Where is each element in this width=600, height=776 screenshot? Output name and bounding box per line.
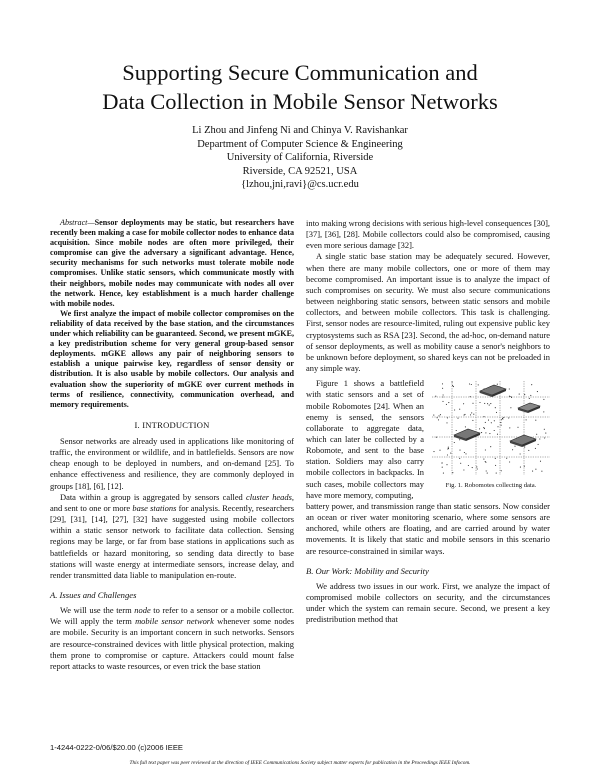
sensor-dot bbox=[476, 467, 477, 468]
sensor-dot bbox=[452, 472, 453, 473]
sensor-dot bbox=[544, 429, 545, 430]
sensor-dot bbox=[538, 444, 539, 445]
sensor-dot bbox=[447, 418, 448, 419]
sensor-dot bbox=[490, 403, 491, 404]
sensor-dot bbox=[501, 470, 502, 471]
sensor-dot bbox=[501, 419, 502, 420]
figure-reference-paragraph: Figure 1 shows a battlefield with static sensors and a set of mobile Robomotes [24]. When an enemy is sensed, the sensors collaborate to aggregate data, which can later be collected by a Robomote, and sent to the base station. Soldiers may also carry mobile collectors in backpacks. In such cases, mobile collectors may have more memory, computing, bbox=[306, 378, 424, 500]
sensor-dot bbox=[446, 404, 447, 405]
sensor-dot bbox=[495, 465, 496, 466]
sensor-dot bbox=[514, 446, 515, 447]
intro-paragraph-1: Sensor networks are already used in applications like monitoring of traffic, the environment or wildlife, and in battlefields. Sensors are now cheap enough to be deployed in numbers, and on-demand [25]. To enhance effectiveness and resilience, they are commonly deployed in groups [18], [6], [12]. bbox=[50, 435, 294, 491]
intro-heading-number: I. bbox=[134, 419, 140, 430]
sensor-dot bbox=[495, 458, 496, 459]
figure-caption: Fig. 1. Robomotes collecting data. bbox=[445, 482, 537, 490]
sensor-dot bbox=[503, 417, 504, 418]
sensor-dot bbox=[472, 403, 473, 404]
sensor-dot bbox=[459, 409, 460, 410]
sensor-dot bbox=[490, 446, 491, 447]
review-note: This full text paper was peer reviewed at the direction of IEEE Communications Society subject matter experts for publication in the Proceedings IEEE Infocom. bbox=[129, 760, 471, 766]
term-cluster-heads: cluster heads bbox=[246, 491, 292, 502]
sensor-dot bbox=[511, 397, 512, 398]
sensor-dot bbox=[487, 403, 488, 404]
sensor-dot bbox=[433, 415, 434, 416]
sensor-dot bbox=[440, 414, 441, 415]
intro-p2-b: , and sent to one or more bbox=[50, 491, 294, 513]
author-names: Li Zhou and Jinfeng Ni and Chinya V. Ravishankar bbox=[192, 125, 408, 136]
term-node: node bbox=[134, 605, 151, 616]
sensor-dot bbox=[537, 391, 538, 392]
sensor-dot bbox=[435, 396, 436, 397]
sensor-dot bbox=[469, 384, 470, 385]
author-location: Riverside, CA 92521, USA bbox=[242, 165, 358, 177]
sensor-dot bbox=[491, 422, 492, 423]
sensor-dot bbox=[454, 442, 455, 443]
sensor-dot bbox=[512, 449, 513, 450]
sensor-dot bbox=[464, 452, 465, 453]
sensor-dot bbox=[509, 462, 510, 463]
sensor-dot bbox=[485, 422, 486, 423]
sensor-dot bbox=[459, 439, 460, 440]
sensor-dot bbox=[465, 454, 466, 455]
figure-wrap-text bbox=[306, 378, 424, 501]
sensor-dot bbox=[535, 469, 536, 470]
author-department: Department of Computer Science & Engineering bbox=[197, 138, 403, 150]
sensor-dot bbox=[436, 437, 437, 438]
sensor-dot bbox=[487, 473, 488, 474]
sensor-dot bbox=[483, 427, 484, 428]
sensor-dot bbox=[459, 458, 460, 459]
sensor-dot bbox=[465, 427, 466, 428]
sensor-dot bbox=[543, 412, 544, 413]
intro-p2-c: for analysis. Recently, researchers [29], [31], [14], [27], [32] have suggested using mobile collectors within a static sensor network to facilitate data collection. Sensing regions may be large, or far from base stations in applications such as battlefields or hazard monitoring, so sending data directly to base stations will waste energy at intermediate sensors, increase delay, and render transmitted data liable to manipulation en-route. bbox=[50, 502, 294, 580]
sensor-dot bbox=[439, 450, 440, 451]
sensor-dot bbox=[529, 398, 530, 399]
robomotes-illustration bbox=[430, 379, 552, 477]
issues-p1-a: We will use the term bbox=[60, 605, 135, 616]
sensor-dot bbox=[485, 461, 486, 462]
sensor-dot bbox=[433, 451, 434, 452]
abstract bbox=[50, 218, 294, 410]
sensor-dot bbox=[442, 401, 443, 402]
sensor-dot bbox=[545, 433, 546, 434]
sensor-dot bbox=[494, 430, 495, 431]
copyright-line: 1-4244-0222-0/06/$20.00 (c)2006 IEEE bbox=[50, 743, 183, 752]
robomote-4 bbox=[518, 403, 540, 413]
sensor-dot bbox=[524, 447, 525, 448]
abstract-dash: — bbox=[87, 218, 95, 227]
subsection-heading-our-work: B. Our Work: Mobility and Security bbox=[306, 565, 429, 576]
sensor-dot bbox=[453, 386, 454, 387]
sensor-dot bbox=[535, 448, 536, 449]
issues-p1-c: whenever some nodes are mobile. Security is an important concern in such networks. Sensors are resource-constrained devices with little physical protection, making them prone to compromise or capture. Attackers could mount false report attacks to waste resources, or even trick the base station bbox=[50, 616, 294, 671]
sensor-dot bbox=[517, 427, 518, 428]
sensor-dot bbox=[456, 430, 457, 431]
sensor-dot bbox=[494, 420, 495, 421]
sensor-dot bbox=[447, 455, 448, 456]
title-line-2: Data Collection in Mobile Sensor Networks bbox=[102, 89, 498, 114]
sensor-dot bbox=[497, 434, 498, 435]
sensor-dot bbox=[489, 405, 490, 406]
sensor-dot bbox=[544, 438, 545, 439]
our-work-paragraph: We address two issues in our work. First, we analyze the impact of compromised mobile collectors on security, and the circumstances under which the system can remain secure. Second, we present a key predistribution method that bbox=[306, 580, 550, 625]
sensor-dot bbox=[485, 433, 486, 434]
sensor-dot bbox=[443, 473, 444, 474]
intro-p2-a: Data within a group is aggregated by sensors called bbox=[60, 491, 247, 502]
sensor-dot bbox=[446, 464, 447, 465]
right-column bbox=[306, 218, 550, 625]
sensor-dot bbox=[524, 394, 525, 395]
abstract-text-1: Sensor deployments may be static, but researchers have recently been making a case for mobile collector nodes to enhance data acquisition. Since mobile nodes are often more privileged, their compromise can give the adversary a significant advantage. Hence, security mechanisms for such networks must tolerate mobile node compromises. Unlike static sensors, which communicate mostly with their neighbors, mobile nodes may communicate with nodes all over the network. Hence, key establishment is a much harder challenge with mobile nodes. bbox=[50, 218, 294, 308]
sensor-dot bbox=[452, 385, 453, 386]
sensor-dot bbox=[442, 397, 443, 398]
sensor-dot bbox=[448, 447, 449, 448]
sensor-dot bbox=[510, 407, 511, 408]
issues-paragraph-1 bbox=[50, 605, 294, 672]
intro-paragraph-2 bbox=[50, 492, 294, 581]
subsection-heading-issues: A. Issues and Challenges bbox=[50, 589, 137, 600]
sensor-dot bbox=[486, 471, 487, 472]
single-base-station-paragraph: A single static base station may be adequately secured. However, when there are many mobile collectors, one or more of them may become compromised. An important issue is to analyze the impact of such compromises on security. We must also secure communications between neighboring static sensors, between static sensors and mobile collectors, and between mobile collectors. This task is challenging. First, sensor nodes are resource-limited, ruling out expensive public key cryptosystems such as RSA [23]. Second, the ad-hoc, on-demand nature of sensor deployments, as well as mobility cause a senor's neighbors to be unknown before deployment, so shared keys can not be preloaded in any simple way. bbox=[306, 251, 550, 374]
sensor-dot bbox=[483, 459, 484, 460]
sensor-dot bbox=[536, 434, 537, 435]
sensor-dot bbox=[452, 382, 453, 383]
paper-title bbox=[0, 58, 600, 116]
sensor-dot bbox=[450, 453, 451, 454]
section-heading-introduction bbox=[50, 420, 294, 431]
sensor-dot bbox=[484, 428, 485, 429]
sensor-dot bbox=[506, 458, 507, 459]
sensor-dot bbox=[520, 454, 521, 455]
intro-heading-first: I bbox=[142, 419, 146, 430]
abstract-paragraph-1 bbox=[50, 218, 294, 309]
sensor-dot bbox=[460, 463, 461, 464]
sensor-dot bbox=[543, 399, 544, 400]
intro-heading-rest: NTRODUCTION bbox=[145, 419, 210, 430]
sensor-dot bbox=[470, 396, 471, 397]
sensor-dot bbox=[464, 414, 465, 415]
sensor-dot bbox=[524, 466, 525, 467]
sensor-dot bbox=[509, 428, 510, 429]
sensor-dot bbox=[509, 396, 510, 397]
sensor-dot bbox=[508, 418, 509, 419]
sensor-dot bbox=[535, 420, 536, 421]
sensor-dot bbox=[438, 420, 439, 421]
sensor-dot bbox=[483, 416, 484, 417]
term-base-stations: base stations bbox=[132, 502, 177, 513]
sensor-dot bbox=[464, 415, 465, 416]
sensor-dot bbox=[448, 402, 449, 403]
figure-1 bbox=[430, 379, 552, 501]
sensor-dot bbox=[442, 384, 443, 385]
sensor-dot bbox=[463, 403, 464, 404]
sensor-dot bbox=[443, 395, 444, 396]
left-column bbox=[50, 218, 294, 672]
sensor-dot bbox=[509, 389, 510, 390]
sensor-dot bbox=[442, 388, 443, 389]
sensor-dot bbox=[530, 395, 531, 396]
sensor-dot bbox=[497, 384, 498, 385]
sensor-dot bbox=[463, 470, 464, 471]
figure-wrap bbox=[306, 378, 550, 501]
figure-continued-paragraph: battery power, and transmission range than static sensors. Now consider an ocean or river water monitoring scenario, where some sensors are anchored, while others are floating, and are carried around by water movements. It is likely that static and mobile sensors in this scenario are resource-constrained in similar ways. bbox=[306, 500, 550, 556]
sensor-dot bbox=[540, 461, 541, 462]
author-university: University of California, Riverside bbox=[226, 152, 374, 164]
robomote-1 bbox=[480, 385, 506, 397]
sensor-dot bbox=[471, 384, 472, 385]
sensor-dot bbox=[479, 402, 480, 403]
sensor-dot bbox=[526, 420, 527, 421]
sensor-dot bbox=[473, 414, 474, 415]
author-email: {lzhou,jni,ravi}@cs.ucr.edu bbox=[241, 179, 359, 191]
sensor-dot bbox=[532, 471, 533, 472]
sensor-dot bbox=[457, 418, 458, 419]
sensor-dot bbox=[484, 403, 485, 404]
term-mobile-sensor-network: mobile sensor network bbox=[135, 616, 214, 627]
sensor-dot bbox=[539, 439, 540, 440]
sensor-dot bbox=[437, 417, 438, 418]
sensor-dot bbox=[497, 426, 498, 427]
sensor-dot bbox=[468, 465, 469, 466]
sensor-dot bbox=[472, 467, 473, 468]
sensor-dot bbox=[531, 384, 532, 385]
sensor-dot bbox=[528, 450, 529, 451]
abstract-label: Abstract bbox=[60, 218, 88, 227]
sensor-dot bbox=[520, 467, 521, 468]
sensor-dot bbox=[470, 415, 471, 416]
sensor-dot bbox=[477, 469, 478, 470]
sensor-dot bbox=[459, 450, 460, 451]
abstract-paragraph-2: We first analyze the impact of mobile collector compromises on the reliability of data received by the base station, and the circumstances under which reliability can be guaranteed. Second, we present mGKE, a key predistribution scheme for very general group-based sensor deployments. mGKE allows any pair of neighboring sensors to establish a unique pairwise key, regardless of sensor density or distribution. It is also usable by mobile collectors. Our analysis and evaluation show the superiority of mGKE over current methods in terms of resilience, connectivity, communication overhead, and memory requirements. bbox=[50, 308, 294, 409]
author-block bbox=[0, 124, 600, 192]
sensor-dot bbox=[496, 473, 497, 474]
sensor-dot bbox=[479, 429, 480, 430]
sensor-dot bbox=[495, 407, 496, 408]
sensor-dot bbox=[471, 413, 472, 414]
sensor-dot bbox=[446, 423, 447, 424]
issues-p1-b: to refer to a sensor or a mobile collector. We will apply the term bbox=[50, 605, 294, 627]
sensor-dot bbox=[541, 471, 542, 472]
sensor-dot bbox=[496, 412, 497, 413]
sensor-dot bbox=[448, 448, 449, 449]
sensor-dot bbox=[519, 394, 520, 395]
continued-paragraph: into making wrong decisions with serious high-level consequences [30], [37], [36], [28]. Mobile collectors could also be compromised, causing even more serious damage [32]. bbox=[306, 218, 550, 251]
sensor-dot bbox=[501, 425, 502, 426]
sensor-dot bbox=[502, 418, 503, 419]
sensor-dot bbox=[454, 410, 455, 411]
sensor-dot bbox=[510, 396, 511, 397]
sensor-dot bbox=[442, 467, 443, 468]
sensor-dot bbox=[481, 432, 482, 433]
sensor-dot bbox=[489, 433, 490, 434]
sensor-dot bbox=[441, 463, 442, 464]
sensor-dot bbox=[478, 385, 479, 386]
sensor-dot bbox=[488, 420, 489, 421]
sensor-dot bbox=[438, 416, 439, 417]
sensor-dot bbox=[500, 422, 501, 423]
sensor-dot bbox=[472, 420, 473, 421]
title-line-1: Supporting Secure Communication and bbox=[122, 60, 478, 85]
sensor-dot bbox=[485, 450, 486, 451]
